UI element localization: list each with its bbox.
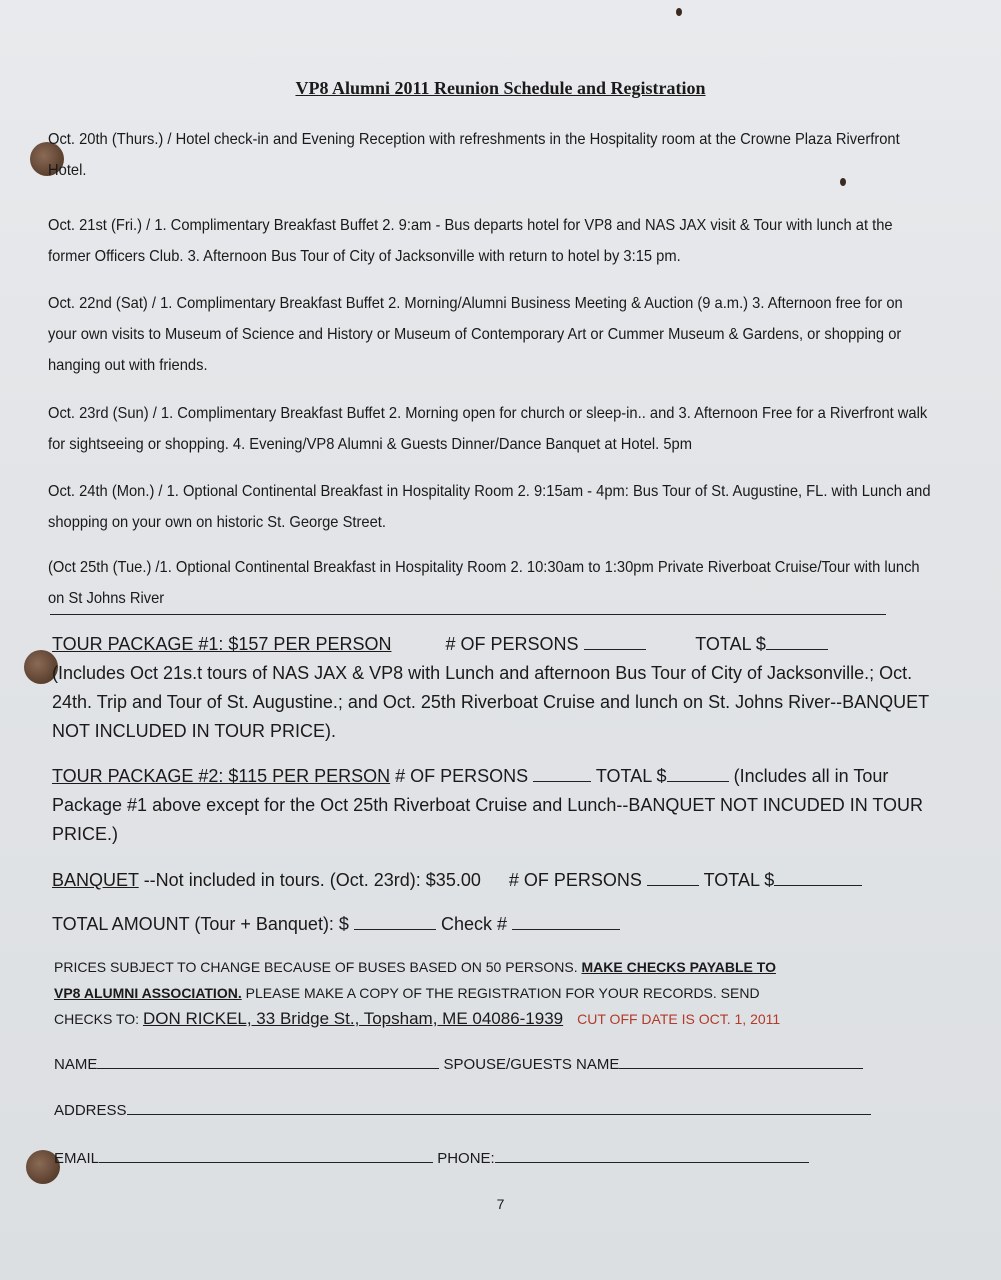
page-title: VP8 Alumni 2011 Reunion Schedule and Registration	[295, 78, 706, 98]
check-number-label: Check #	[440, 914, 508, 934]
notice-mailing-address: DON RICKEL, 33 Bridge St., Topsham, ME 04086-1939	[142, 1009, 564, 1028]
schedule-oct25-text: (Oct 25th (Tue.) /1. Optional Continental Breakfast in Hospitality Room 2. 10:30am to 1:30pm Private Riverboat Cruise/Tour with lunch on St Johns River	[48, 559, 920, 607]
banquet-total-label: TOTAL $	[703, 870, 775, 890]
tour-package-2	[52, 762, 942, 849]
banquet-heading: BANQUET	[52, 870, 139, 890]
address-field[interactable]	[127, 1114, 871, 1115]
tour-package-1-heading: TOUR PACKAGE #1: $157 PER PERSON	[52, 634, 392, 654]
schedule-oct22-text: Oct. 22nd (Sat) / 1. Complimentary Breakfast Buffet 2. Morning/Alumni Business Meeting & Auction (9 a.m.) 3. Afternoon free for on your own visits to Museum of Science and History or Museum of Contemporary Art or Cummer Museum & Gardens, or shopping or hanging out with friends.	[48, 295, 903, 374]
tour-package-1-description: (Includes Oct 21s.t tours of NAS JAX & VP8 with Lunch and afternoon Bus Tour of City of Jacksonville.; Oct. 24th. Trip and Tour of St. Augustine.; and Oct. 25th Riverboat Cruise and lunch on St. Johns River--BANQUET NOT INCLUDED IN TOUR PRICE).	[52, 663, 929, 741]
tour-package-2-persons-field[interactable]	[533, 763, 591, 782]
banquet-text: --Not included in tours. (Oct. 23rd): $35.00	[138, 870, 481, 890]
banquet-row	[52, 866, 952, 895]
schedule-oct21	[48, 210, 931, 272]
page-number: 7	[496, 1196, 505, 1212]
tour-package-2-heading: TOUR PACKAGE #2: $115 PER PERSON	[52, 766, 391, 786]
paper-speck	[676, 8, 682, 16]
spouse-label: SPOUSE/GUESTS NAME	[443, 1056, 620, 1073]
notice-payable-text: MAKE CHECKS PAYABLE TO	[581, 959, 776, 975]
notice-line-3	[54, 1006, 954, 1032]
spouse-field[interactable]	[619, 1068, 863, 1069]
banquet-total-field[interactable]	[774, 867, 862, 886]
tour-package-1-total-field[interactable]	[766, 631, 828, 650]
schedule-oct21-text: Oct. 21st (Fri.) / 1. Complimentary Breakfast Buffet 2. 9:am - Bus departs hotel for VP8 and NAS JAX visit & Tour with lunch at the former Officers Club. 3. Afternoon Bus Tour of City of Jacksonville with return to hotel by 3:15 pm.	[48, 217, 893, 265]
banquet-persons-label: # OF PERSONS	[508, 870, 642, 890]
tour-package-2-total-field[interactable]	[667, 763, 729, 782]
name-row	[54, 1056, 863, 1073]
notice-copy-text: PLEASE MAKE A COPY OF THE REGISTRATION FOR YOUR RECORDS. SEND	[241, 985, 760, 1001]
tour-package-2-persons-label: # OF PERSONS	[395, 766, 529, 786]
schedule-oct23	[48, 398, 931, 460]
schedule-oct23-text: Oct. 23rd (Sun) / 1. Complimentary Breakfast Buffet 2. Morning open for church or sleep-in.. and 3. Afternoon Free for a Riverfront walk for sightseeing or shopping. 4. Evening/VP8 Alumni & Guests Dinner/Dance Banquet at Hotel. 5pm	[48, 405, 928, 453]
total-amount-field[interactable]	[354, 911, 436, 930]
phone-field[interactable]	[495, 1162, 809, 1163]
email-field[interactable]	[99, 1162, 433, 1163]
total-amount-row	[52, 910, 952, 939]
schedule-oct20-text: Oct. 20th (Thurs.) / Hotel check-in and Evening Reception with refreshments in the Hospitality room at the Crowne Plaza Riverfront Hotel.	[48, 131, 900, 179]
tour-package-1-persons-label: # OF PERSONS	[445, 634, 579, 654]
notice-line-2	[54, 980, 954, 1006]
banquet-persons-field[interactable]	[647, 867, 699, 886]
divider-line	[50, 614, 886, 615]
tour-package-1-persons-field[interactable]	[584, 631, 646, 650]
email-row	[54, 1150, 809, 1167]
schedule-oct24-text: Oct. 24th (Mon.) / 1. Optional Continental Breakfast in Hospitality Room 2. 9:15am - 4pm: Bus Tour of St. Augustine, FL. with Lunch and shopping on your own on historic St. George Street.	[48, 483, 931, 531]
notice-checks-to-label: CHECKS TO:	[54, 1011, 143, 1027]
name-label: NAME	[54, 1056, 98, 1073]
notice-prices-text: PRICES SUBJECT TO CHANGE BECAUSE OF BUSES BASED ON 50 PERSONS.	[54, 959, 582, 975]
schedule-oct24	[48, 476, 931, 538]
total-amount-label: TOTAL AMOUNT (Tour + Banquet): $	[52, 914, 349, 934]
name-field[interactable]	[97, 1068, 439, 1069]
tour-package-2-total-label: TOTAL $	[595, 766, 667, 786]
schedule-oct20	[48, 124, 931, 186]
tour-package-1	[52, 630, 952, 746]
cutoff-date: CUT OFF DATE IS OCT. 1, 2011	[577, 1011, 781, 1027]
address-label: ADDRESS	[54, 1102, 127, 1119]
tour-package-2-description: (Includes all in Tour Package #1 above except for the Oct 25th Riverboat Cruise and Lunch--BANQUET NOT INCUDED IN TOUR PRICE.)	[52, 766, 924, 844]
check-number-field[interactable]	[512, 911, 620, 930]
address-row	[54, 1102, 871, 1119]
tour-package-1-row	[52, 630, 952, 659]
email-label: EMAIL	[54, 1150, 100, 1167]
schedule-oct22	[48, 288, 931, 381]
phone-label: PHONE:	[437, 1150, 495, 1167]
notice-line-1	[54, 954, 954, 980]
notice-block	[54, 954, 954, 1032]
notice-association-text: VP8 ALUMNI ASSOCIATION.	[54, 985, 242, 1001]
tour-package-1-total-label: TOTAL $	[695, 634, 766, 654]
schedule-oct25	[48, 552, 931, 614]
